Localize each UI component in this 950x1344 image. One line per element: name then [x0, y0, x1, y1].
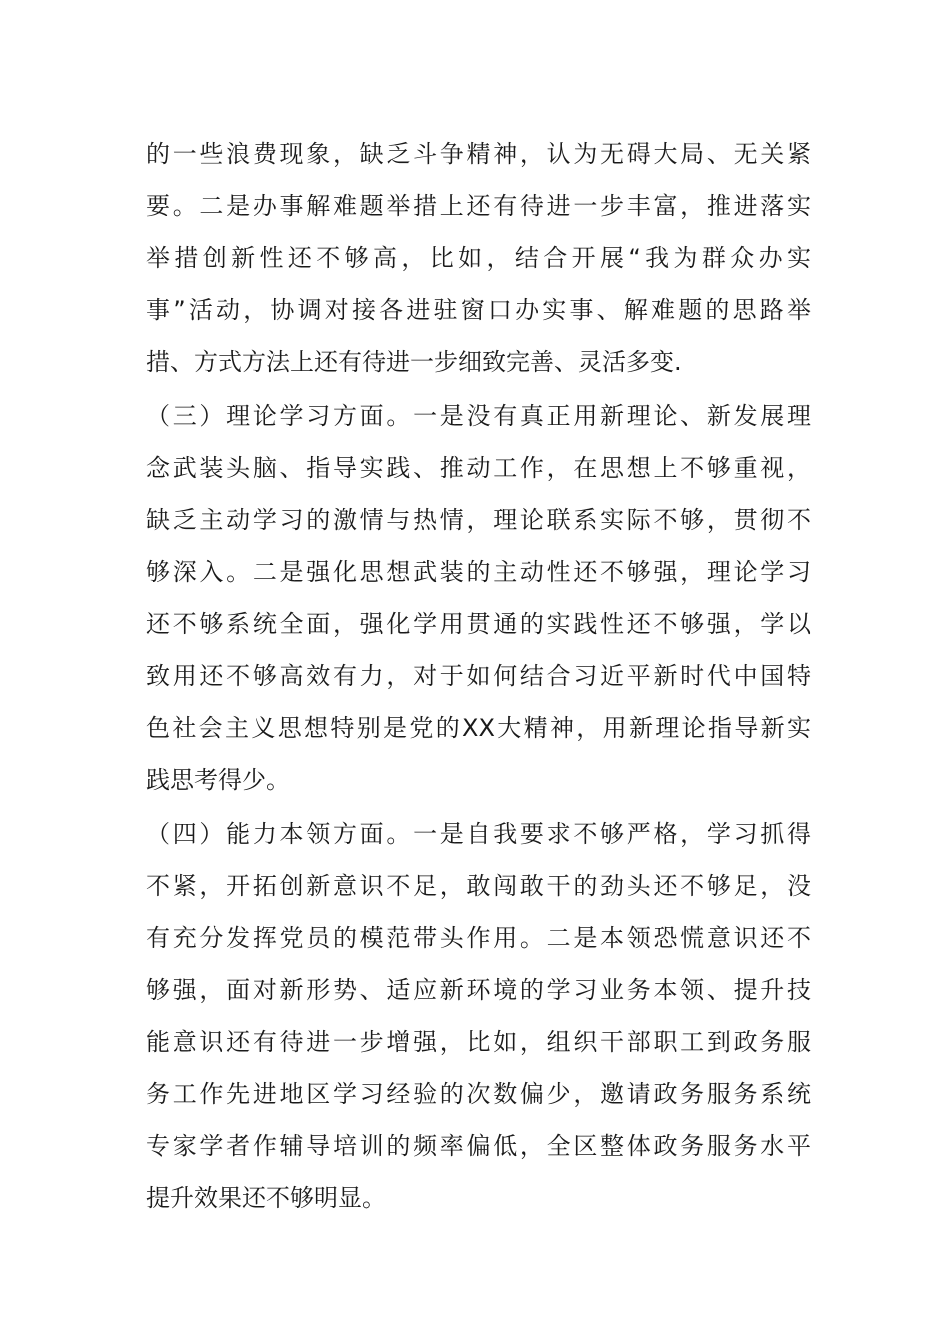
text-line: 有充分发挥党员的模范带头作用。二是本领恐慌意识还不: [146, 924, 811, 952]
text-line: 致用还不够高效有力，对于如何结合习近平新时代中国特: [146, 662, 811, 690]
text-line: 的一些浪费现象，缺乏斗争精神，认为无碍大局、无关紧: [146, 140, 811, 168]
text-line: 提升效果还不够明显。: [146, 1184, 386, 1212]
text-line: 能意识还有待进一步增强，比如，组织干部职工到政务服: [146, 1028, 811, 1056]
text-line: 措、方式方法上还有待进一步细致完善、灵活多变.: [146, 348, 682, 376]
section-heading-line: （四）能力本领方面。一是自我要求不够严格，学习抓得: [146, 820, 811, 848]
text-line: 专家学者作辅导培训的频率偏低，全区整体政务服务水平: [146, 1132, 811, 1160]
text-line: 不紧，开拓创新意识不足，敢闯敢干的劲头还不够足，没: [146, 872, 811, 900]
text-line: 够强，面对新形势、适应新环境的学习业务本领、提升技: [146, 976, 811, 1004]
text-line: 践思考得少。: [146, 766, 290, 794]
text-line: 念武装头脑、指导实践、推动工作，在思想上不够重视，: [146, 454, 811, 482]
document-body: [146, 128, 811, 1224]
text-line: 事”活动，协调对接各进驻窗口办实事、解难题的思路举: [146, 296, 811, 324]
text-line: 还不够系统全面，强化学用贯通的实践性还不够强，学以: [146, 610, 811, 638]
text-line: 务工作先进地区学习经验的次数偏少，邀请政务服务系统: [146, 1080, 811, 1108]
text-line: 要。二是办事解难题举措上还有待进一步丰富，推进落实: [146, 192, 811, 220]
section-heading-line: （三）理论学习方面。一是没有真正用新理论、新发展理: [146, 402, 811, 430]
text-line: 色社会主义思想特别是党的XX大精神，用新理论指导新实: [146, 714, 811, 742]
text-line: 举措创新性还不够高，比如，结合开展“我为群众办实: [146, 244, 811, 272]
text-line: 缺乏主动学习的激情与热情，理论联系实际不够，贯彻不: [146, 506, 811, 534]
text-line: 够深入。二是强化思想武装的主动性还不够强，理论学习: [146, 558, 811, 586]
